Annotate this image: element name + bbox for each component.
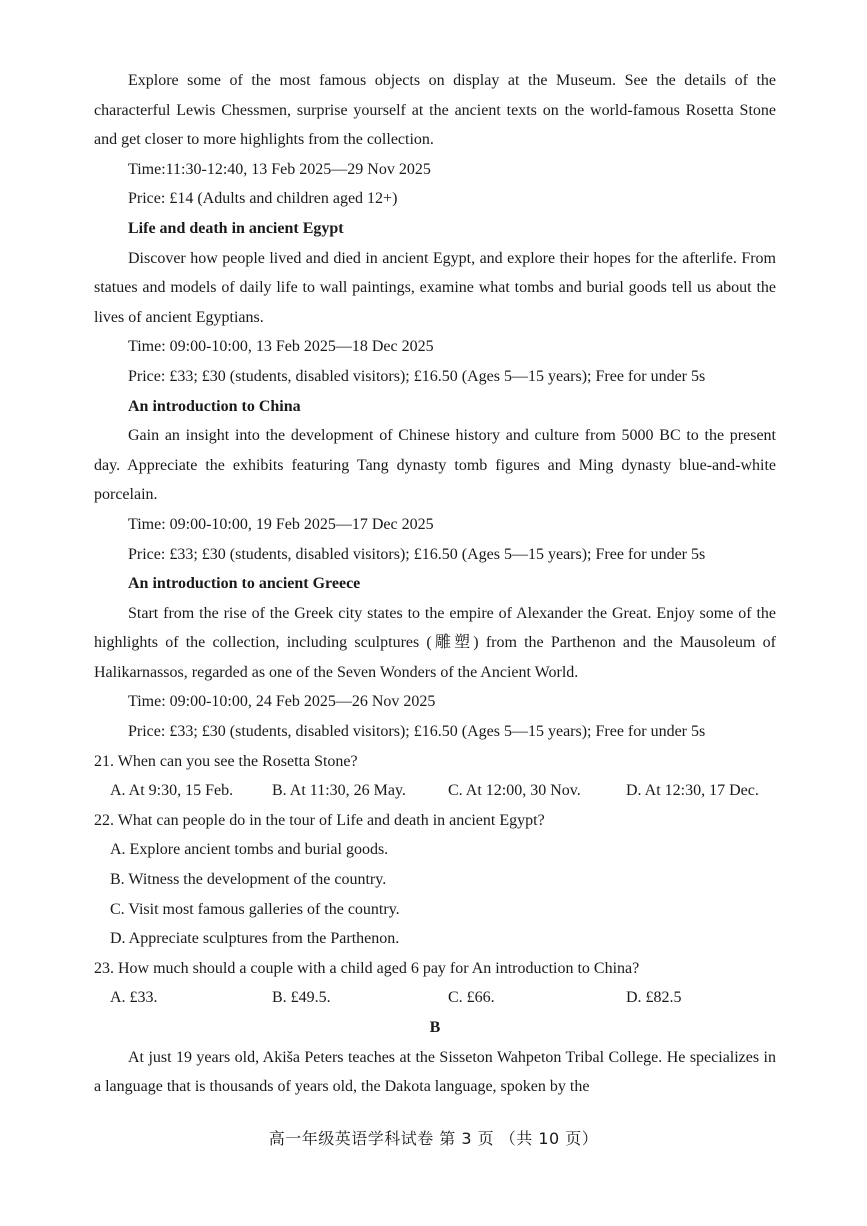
question-22: 22. What can people do in the tour of Life and death in ancient Egypt?	[94, 811, 545, 829]
option-d: D. At 12:30, 17 Dec.	[626, 782, 759, 800]
greece-description: Start from the rise of the Greek city states to the empire of Alexander the Great. Enjoy some of the highlights of the collection, including sculptures (雕塑) from the Parthenon and the Mausoleum of Halikarnassos, regarded as one of the Seven Wonders of the Ancient World.	[94, 604, 776, 681]
egypt-time: Time: 09:00-10:00, 13 Feb 2025—18 Dec 2025	[128, 338, 434, 356]
option-a: A. Explore ancient tombs and burial goods.	[110, 841, 389, 859]
option-c: C. £66.	[448, 989, 495, 1007]
option-a: A. £33.	[110, 989, 158, 1007]
egypt-description: Discover how people lived and died in ancient Egypt, and explore their hopes for the afterlife. From statues and models of daily life to wall paintings, examine what tombs and burial goods tell us about the lives of ancient Egyptians.	[94, 249, 776, 326]
highlights-time: Time:11:30-12:40, 13 Feb 2025—29 Nov 2025	[128, 160, 431, 178]
china-description: Gain an insight into the development of Chinese history and culture from 5000 BC to the present day. Appreciate the exhibits featuring Tang dynasty tomb figures and Ming dynasty blue-and-white porcelain.	[94, 427, 776, 504]
section-b-text: At just 19 years old, Akiša Peters teaches at the Sisseton Wahpeton Tribal College. He specializes in a language that is thousands of years old, the Dakota language, spoken by the	[94, 1048, 776, 1096]
page-footer: 高一年级英语学科试卷 第 3 页 （共 10 页）	[268, 1129, 599, 1148]
china-title: An introduction to China	[128, 397, 301, 415]
option-a: A. At 9:30, 15 Feb.	[110, 782, 234, 800]
question-21: 21. When can you see the Rosetta Stone?	[94, 752, 358, 770]
question-23-options	[94, 983, 776, 1013]
option-b: B. £49.5.	[272, 989, 331, 1007]
option-c: C. Visit most famous galleries of the country.	[110, 900, 400, 918]
china-time: Time: 09:00-10:00, 19 Feb 2025—17 Dec 2025	[128, 515, 434, 533]
greece-time: Time: 09:00-10:00, 24 Feb 2025—26 Nov 2025	[128, 693, 436, 711]
option-b: B. At 11:30, 26 May.	[272, 782, 406, 800]
highlights-description: Explore some of the most famous objects on display at the Museum. See the details of the characterful Lewis Chessmen, surprise yourself at the ancient texts on the world-famous Rosetta Stone and get closer to more highlights from the collection.	[94, 72, 776, 149]
exam-page	[94, 66, 776, 1102]
greece-price: Price: £33; £30 (students, disabled visitors); £16.50 (Ages 5—15 years); Free for under 5s	[128, 723, 706, 741]
option-b: B. Witness the development of the country.	[110, 871, 387, 889]
egypt-price: Price: £33; £30 (students, disabled visitors); £16.50 (Ages 5—15 years); Free for under 5s	[128, 367, 706, 385]
option-d: D. Appreciate sculptures from the Parthenon.	[110, 930, 400, 948]
egypt-title: Life and death in ancient Egypt	[128, 219, 344, 237]
greece-title: An introduction to ancient Greece	[128, 575, 361, 593]
question-23: 23. How much should a couple with a child aged 6 pay for An introduction to China?	[94, 959, 640, 977]
option-c: C. At 12:00, 30 Nov.	[448, 782, 581, 800]
option-d: D. £82.5	[626, 989, 682, 1007]
china-price: Price: £33; £30 (students, disabled visitors); £16.50 (Ages 5—15 years); Free for under 5s	[128, 545, 706, 563]
section-b-label: B	[429, 1019, 441, 1036]
question-21-options	[94, 776, 776, 806]
highlights-price: Price: £14 (Adults and children aged 12+)	[128, 190, 398, 208]
